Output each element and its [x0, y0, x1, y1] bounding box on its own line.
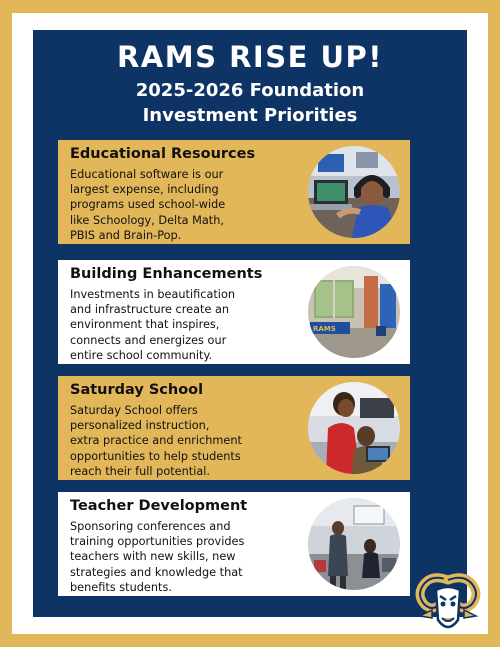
card-desc-line: Sponsoring conferences and	[70, 520, 231, 533]
card-desc-line: Educational software is our	[70, 168, 224, 181]
card-desc-line: largest expense, including	[70, 183, 219, 197]
card-desc-line: opportunities to help students	[70, 449, 241, 463]
card-desc-line: benefits students.	[70, 580, 172, 594]
card-description	[70, 287, 270, 363]
subtitle-line: Investment Priorities	[142, 105, 358, 126]
card-desc-line: entire school community.	[70, 348, 213, 362]
student-headphones-photo	[308, 146, 400, 238]
card-title: Saturday School	[70, 382, 204, 398]
card-desc-line: and infrastructure create an	[70, 303, 230, 317]
rams-sign-text: RAMS	[313, 325, 336, 333]
card-title: Teacher Development	[70, 498, 248, 514]
card-title: Building Enhancements	[70, 266, 263, 282]
card-description	[70, 403, 270, 479]
card-description	[70, 167, 270, 243]
card-desc-line: reach their full potential.	[70, 464, 210, 478]
card-desc-line: like Schoology, Delta Math,	[70, 213, 224, 227]
card-desc-line: Saturday School offers	[70, 404, 198, 417]
card-title: Educational Resources	[70, 146, 256, 162]
card-description	[70, 519, 270, 595]
card-teacher-development	[58, 492, 410, 596]
card-building-enhancements	[58, 260, 410, 364]
teacher-training-photo	[308, 498, 400, 590]
card-desc-line: PBIS and Brain-Pop.	[70, 228, 182, 242]
card-saturday-school	[58, 376, 410, 480]
card-desc-line: environment that inspires,	[70, 318, 220, 332]
subtitle-line: 2025-2026 Foundation	[135, 80, 365, 101]
card-desc-line: Investments in beautification	[70, 288, 236, 301]
card-desc-line: extra practice and enrichment	[70, 434, 242, 448]
ram-mascot-logo	[402, 560, 494, 642]
poster-title: RAMS RISE UP!	[116, 40, 384, 74]
card-desc-line: teachers with new skills, new	[70, 550, 236, 564]
poster-subtitle	[33, 78, 467, 128]
card-desc-line: training opportunities provides	[70, 535, 245, 549]
card-educational-resources	[58, 140, 410, 244]
teacher-helping-student-photo	[308, 382, 400, 474]
card-desc-line: programs used school-wide	[70, 198, 226, 212]
school-hallway-photo	[308, 266, 400, 358]
card-desc-line: connects and energizes our	[70, 333, 227, 347]
card-desc-line: personalized instruction,	[70, 419, 210, 433]
card-desc-line: strategies and knowledge that	[70, 565, 243, 579]
